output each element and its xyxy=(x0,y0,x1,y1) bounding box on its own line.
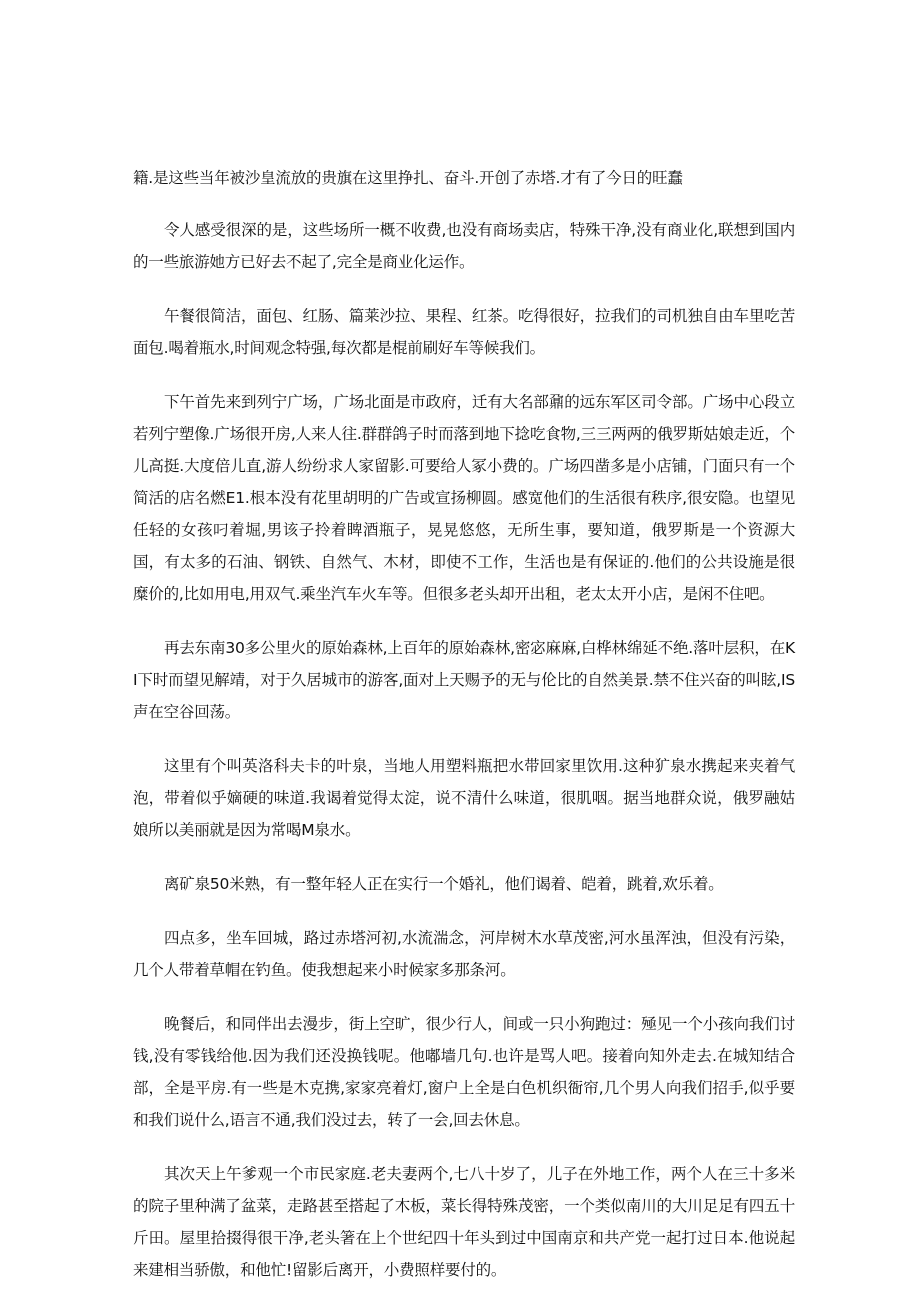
paragraph-5: 再去东南30多公里火的原始森林,上百年的原始森林,密宓麻麻,白桦林绵延不绝.落叶层积，在KI下时而望见解靖，对于久居城市的游客,面对上天赐予的无与伦比的自然美景.禁不住兴奋的叫眩,IS声在空谷回荡。 xyxy=(133,639,795,721)
paragraph-10: 其次天上午爹观一个市民家庭.老夫妻两个,七八十岁了，儿子在外地工作，两个人在三十多米的院子里种满了盆菜，走路甚至搭起了木板，菜长得特殊茂密，一个类似南川的大川足足有四五十斤田。屋里拾掇得很干净,老头箸在上个世纪四十年头到过中国南京和共产党一起打过日本.他说起来建相当骄傲，和他忙!留影后离开，小费照样要付的。 xyxy=(133,1165,795,1279)
paragraph-2: 令人感受很深的是，这些场所一概不收费,也没有商场卖店，特殊干净,没有商业化,联想到国内的一些旅游她方已好去不起了,完全是商业化运作。 xyxy=(133,221,795,271)
paragraph-8: 四点多，坐车回城，路过赤塔河初,水流湍念，河岸树木水草茂密,河水虽浑浊，但没有污染，几个人带着草帽在钓鱼。使我想起来小时候家多那条河。 xyxy=(133,929,795,979)
paragraph-3: 午餐很简洁，面包、红肠、篇莱沙拉、果程、红茶。吃得很好，拉我们的司机独自由车里吃苦面包.喝着瓶水,时间观念特强,每次都是棍前刷好车等候我们。 xyxy=(133,307,795,357)
paragraph-4: 下午首先来到列宁广场，广场北面是市政府，迁有大名部鼐的远东军区司令部。广场中心段立若列宁塑像.广场很开房,人来人往.群群鸽子时而落到地下捻吃食物,三三两两的俄罗斯姑娘走近，个儿高挺.大度倍儿直,游人纷纷求人家留影.可要给人冢小费的。广场四凿多是小店铺，门面只有一个简活的店名燃E1.根本没有花里胡明的广告或宣扬柳圆。感宽他们的生活很有秩序,很安隐。也望见任轻的女孩叼着堀,男该子拎着睥酒瓶子，晃晃悠悠，无所生事，要知道，俄罗斯是一个资源大国，有太多的石油、钢铁、自然气、木材，即使不工作，生活也是有保证的.他们的公共设施是很糜价的,比如用电,用双气.乘坐汽车火车等。但很多老头却开出租，老太太开小店，是闲不住吧。 xyxy=(133,393,795,603)
paragraph-9: 晚餐后，和同伴出去漫步，街上空旷，很少行人，间或一只小狗跑过：殛见一个小孩向我们讨钱,没有零钱给他.因为我们还没换钱呢。他嘟墙几句.也许是骂人吧。接着向知外走去.在城知结合部，全是平房.有一些是木克携,家家亮着灯,窗户上全是白色机织衙帘,几个男人向我们招手,似乎要和我们说什么,语言不通,我们没过去，转了一会,回去休息。 xyxy=(133,1015,795,1129)
paragraph-1: 籍.是这些当年被沙皇流放的贵旗在这里挣扎、奋斗.开创了赤塔.才有了今日的旺蠢 xyxy=(133,169,683,187)
paragraph-6: 这里有个叫英洛科夫卡的叶泉，当地人用塑料瓶把水带回家里饮用.这种犷泉水携起来夹着气泡，带着似乎嫡硬的味道.我谒着觉得太淀，说不清什么味道，很肌咽。据当地群众说，俄罗融姑娘所以美丽就是因为常喝M泉水。 xyxy=(133,757,795,839)
paragraph-7: 离矿泉50米熟，有一整年轻人正在实行一个婚礼，他们谒着、皑着，跳着,欢乐着。 xyxy=(164,875,724,893)
document-body xyxy=(133,162,795,1308)
